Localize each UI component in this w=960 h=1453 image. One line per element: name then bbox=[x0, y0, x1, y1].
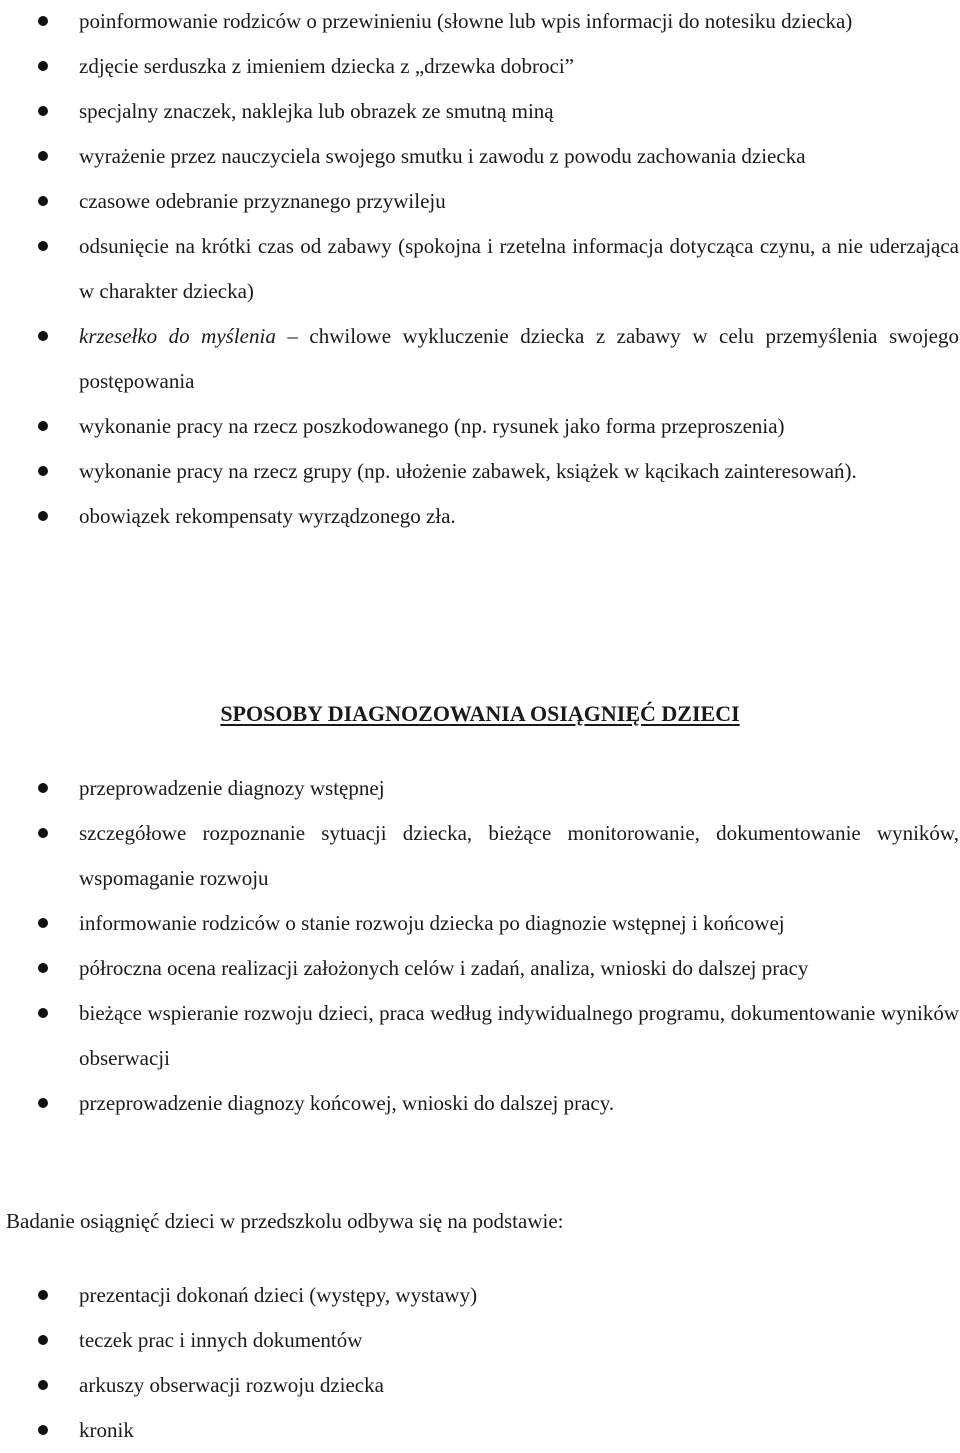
list-item bbox=[0, 811, 960, 901]
list-item bbox=[0, 946, 960, 991]
list-item-text: czasowe odebranie przyznanego przywileju bbox=[79, 189, 446, 213]
diagnosis-methods-list bbox=[0, 766, 960, 1126]
list-item-text: szczegółowe rozpoznanie sytuacji dziecka, bieżące monitorowanie, dokumentowanie wyników, wspomaganie rozwoju bbox=[79, 821, 959, 890]
list-item bbox=[0, 89, 960, 134]
intro-paragraph: Badanie osiągnięć dzieci w przedszkolu odbywa się na podstawie: bbox=[6, 1209, 564, 1233]
list-item-text: poinformowanie rodziców o przewinieniu (słowne lub wpis informacji do notesiku dziecka) bbox=[79, 9, 853, 33]
list-item bbox=[0, 766, 960, 811]
list-item bbox=[0, 494, 960, 539]
list-item-text: informowanie rodziców o stanie rozwoju dziecka po diagnozie wstępnej i końcowej bbox=[79, 911, 785, 935]
list-item-text: półroczna ocena realizacji założonych celów i zadań, analiza, wnioski do dalszej pracy bbox=[79, 956, 809, 980]
list-item bbox=[0, 901, 960, 946]
list-item bbox=[0, 1318, 960, 1363]
list-item-text: kronik bbox=[79, 1418, 134, 1442]
list-item-text: przeprowadzenie diagnozy wstępnej bbox=[79, 776, 385, 800]
list-item bbox=[0, 1081, 960, 1126]
list-item bbox=[0, 224, 960, 314]
section-heading: SPOSOBY DIAGNOZOWANIA OSIĄGNIĘĆ DZIECI bbox=[220, 701, 740, 726]
list-item-text: obowiązek rekompensaty wyrządzonego zła. bbox=[79, 504, 456, 528]
list-item bbox=[0, 179, 960, 224]
list-item-text: prezentacji dokonań dzieci (występy, wystawy) bbox=[79, 1283, 478, 1307]
list-item-italic-term: krzesełko do myślenia bbox=[79, 324, 276, 348]
list-item bbox=[0, 134, 960, 179]
list-item-text: zdjęcie serduszka z imieniem dziecka z „drzewka dobroci” bbox=[79, 54, 574, 78]
assessment-basis-list bbox=[0, 1273, 960, 1453]
list-item-text: arkuszy obserwacji rozwoju dziecka bbox=[79, 1373, 384, 1397]
list-item bbox=[0, 991, 960, 1081]
list-item bbox=[0, 449, 960, 494]
list-item bbox=[0, 44, 960, 89]
list-item bbox=[0, 1273, 960, 1318]
list-item bbox=[0, 1363, 960, 1408]
list-item bbox=[0, 314, 960, 404]
list-item-text: wyrażenie przez nauczyciela swojego smutku i zawodu z powodu zachowania dziecka bbox=[79, 144, 806, 168]
list-item-text: – chwilowe wykluczenie dziecka z zabawy w celu przemyślenia swojego postępowania bbox=[79, 324, 959, 393]
list-item bbox=[0, 404, 960, 449]
list-item bbox=[0, 0, 960, 44]
list-item-text: teczek prac i innych dokumentów bbox=[79, 1328, 363, 1352]
list-item bbox=[0, 1408, 960, 1453]
list-item-text: wykonanie pracy na rzecz grupy (np. ułożenie zabawek, książek w kącikach zainteresowań). bbox=[79, 459, 857, 483]
consequences-list bbox=[0, 0, 960, 539]
list-item-text: specjalny znaczek, naklejka lub obrazek ze smutną miną bbox=[79, 99, 554, 123]
list-item-text: bieżące wspieranie rozwoju dzieci, praca według indywidualnego programu, dokumentowanie wyników obserwacji bbox=[79, 1001, 959, 1070]
list-item-text: przeprowadzenie diagnozy końcowej, wnioski do dalszej pracy. bbox=[79, 1091, 615, 1115]
list-item-text: wykonanie pracy na rzecz poszkodowanego (np. rysunek jako forma przeproszenia) bbox=[79, 414, 785, 438]
list-item-text: odsunięcie na krótki czas od zabawy (spokojna i rzetelna informacja dotycząca czynu, a nie uderzająca w charakter dziecka) bbox=[79, 234, 959, 303]
